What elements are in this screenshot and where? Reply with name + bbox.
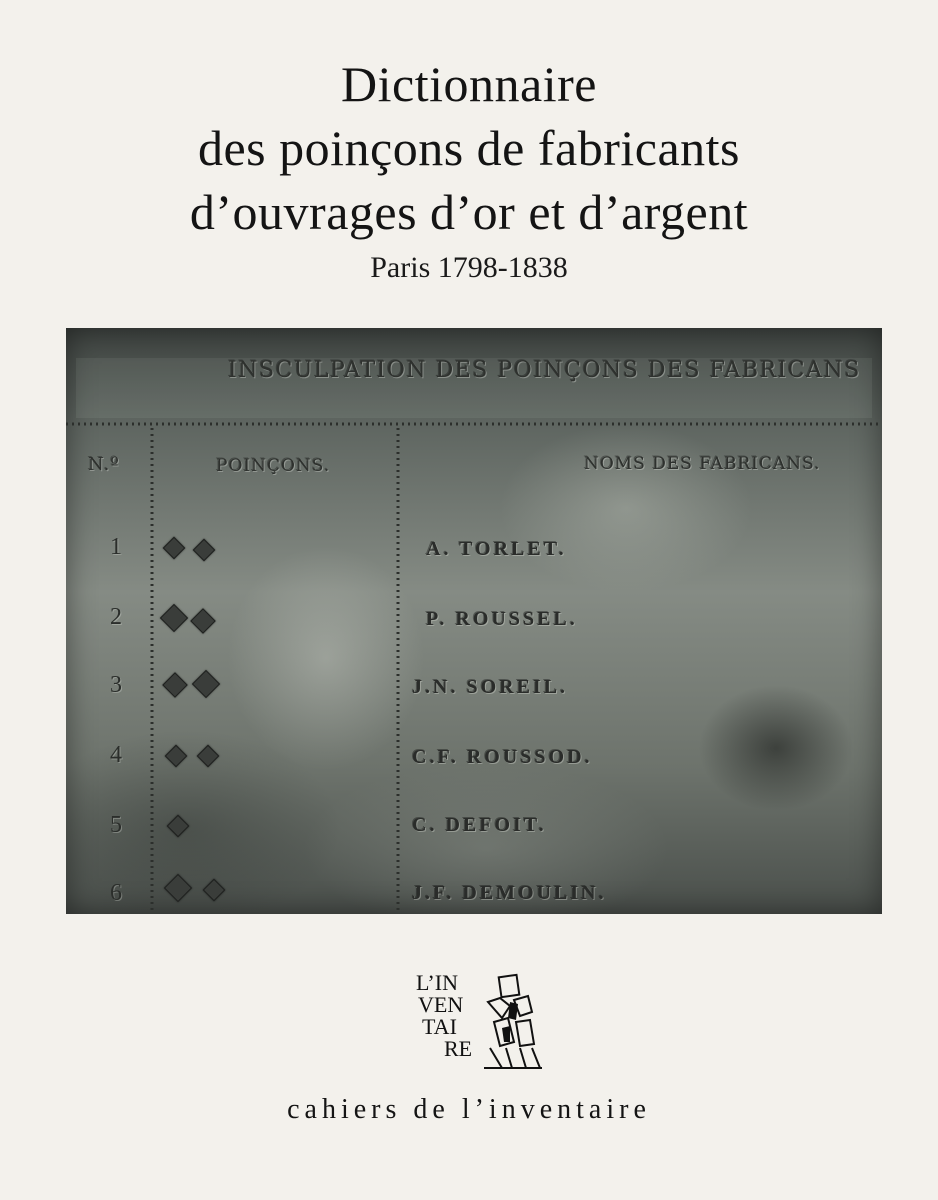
plate-col-no: N.º bbox=[88, 454, 120, 475]
plate-col-poincons: POINÇONS. bbox=[216, 456, 331, 476]
title-line-3: d’ouvrages d’or et d’argent bbox=[189, 184, 749, 240]
logo-text-line: L’IN bbox=[416, 970, 458, 995]
plate-row-number: 6 bbox=[110, 880, 122, 906]
plate-col-noms: NOMS DES FABRICANS. bbox=[584, 454, 821, 474]
plate-row-name: C. DEFOIT. bbox=[412, 814, 547, 836]
plate-title: INSCULPATION DES POINÇONS DES FABRICANS bbox=[228, 358, 861, 383]
logo-text-line: RE bbox=[444, 1036, 473, 1061]
plate-row-number: 5 bbox=[110, 812, 122, 838]
plate-row-name: J.F. DEMOULIN. bbox=[412, 882, 607, 904]
plate-row-name: J.N. SOREIL. bbox=[412, 676, 569, 698]
inventaire-logo bbox=[416, 972, 548, 1076]
title-line-1: Dictionnaire bbox=[341, 56, 597, 112]
cover-photo-plate bbox=[66, 328, 882, 914]
plate-row-number: 2 bbox=[110, 604, 122, 630]
title-line-2: des poinçons de fabricants bbox=[197, 120, 740, 176]
title-block bbox=[0, 52, 938, 288]
plate-row-number: 1 bbox=[110, 534, 122, 560]
logo-text-line: TAI bbox=[422, 1014, 457, 1039]
plate-row-name: A. TORLET. bbox=[426, 538, 567, 560]
subtitle: Paris 1798-1838 bbox=[370, 251, 568, 284]
plate-row-name: C.F. ROUSSOD. bbox=[412, 746, 593, 768]
logo-figures-icon bbox=[480, 972, 546, 1072]
logo-text-line: VEN bbox=[418, 992, 464, 1017]
plate-row-number: 3 bbox=[110, 672, 122, 698]
plate-row-name: P. ROUSSEL. bbox=[426, 608, 578, 630]
plate-row-number: 4 bbox=[110, 742, 122, 768]
series-name: cahiers de l’inventaire bbox=[287, 1094, 651, 1125]
